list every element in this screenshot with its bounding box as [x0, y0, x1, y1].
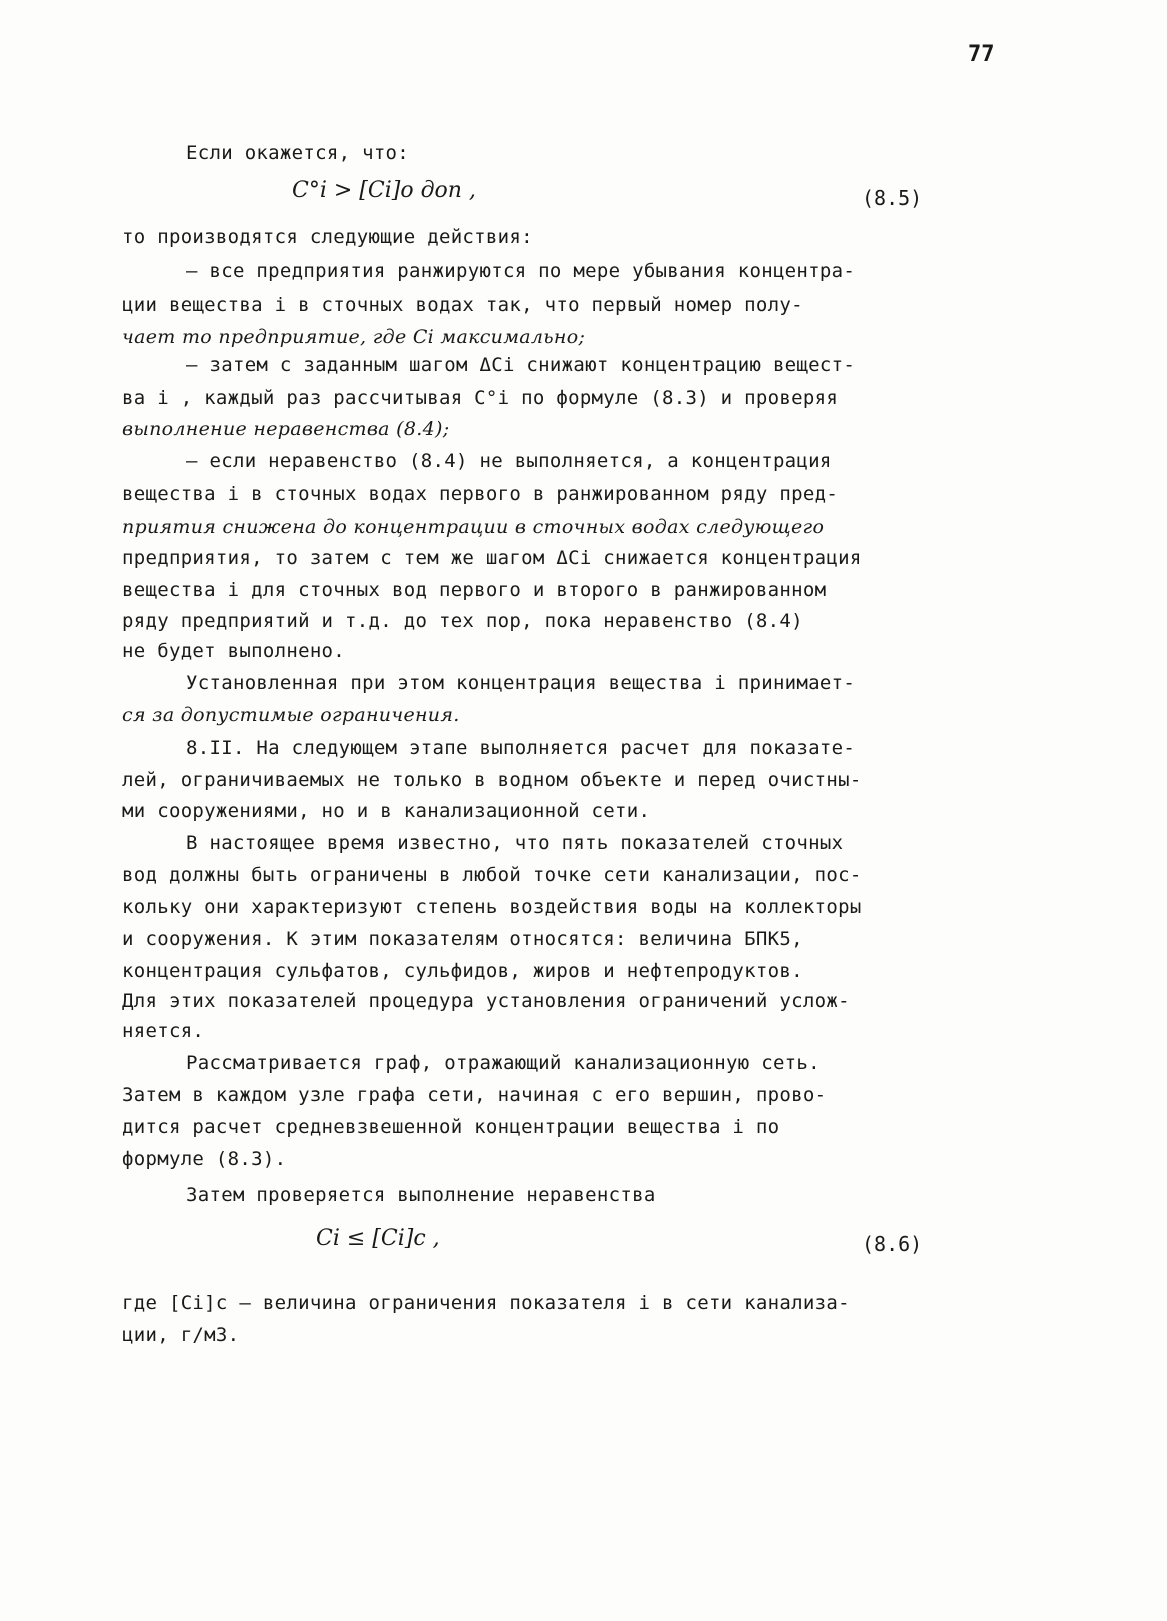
text-line: дится расчет средневзвешенной концентрации вещества i по: [122, 1116, 780, 1138]
page-number: 77: [968, 42, 995, 67]
text-line: ся за допустимые ограничения.: [122, 704, 460, 726]
text-line: кольку они характеризуют степень воздействия воды на коллекторы: [122, 896, 862, 918]
text-line: приятия снижена до концентрации в сточных водах следующего: [122, 516, 825, 538]
text-line: вещества i в сточных водах первого в ранжированном ряду пред-: [122, 483, 839, 505]
text-line: Установленная при этом концентрация вещества i принимает-: [186, 672, 856, 694]
text-line: Рассматривается граф, отражающий канализационную сеть.: [186, 1052, 820, 1074]
text-line: – затем с заданным шагом ΔCi снижают концентрацию вещест-: [186, 354, 856, 376]
text-line: 8.II. На следующем этапе выполняется расчет для показате-: [186, 737, 856, 759]
equation-number-8-6: (8.6): [862, 1232, 923, 1256]
text-line: предприятия, то затем с тем же шагом ΔCi снижается концентрация: [122, 547, 862, 569]
text-line: ции, г/м3.: [122, 1324, 240, 1346]
text-line: – если неравенство (8.4) не выполняется, а концентрация: [186, 450, 832, 472]
equation-number-8-5: (8.5): [862, 186, 923, 210]
text-line: В настоящее время известно, что пять показателей сточных: [186, 832, 844, 854]
text-line: чает то предприятие, где Ci максимально;: [122, 326, 586, 348]
text-line: не будет выполнено.: [122, 640, 346, 662]
formula-8-5: C°i > [Ci]о доп ,: [292, 178, 476, 203]
text-line: вещества i для сточных вод первого и второго в ранжированном: [122, 579, 827, 601]
text-line: Затем проверяется выполнение неравенства: [186, 1184, 656, 1206]
text-line: вод должны быть ограничены в любой точке сети канализации, пос-: [122, 864, 862, 886]
formula-8-6: Ci ≤ [Ci]c ,: [316, 1226, 440, 1251]
text-line: то производятся следующие действия:: [122, 226, 533, 248]
text-line: – все предприятия ранжируются по мере убывания концентра-: [186, 260, 856, 282]
text-line: концентрация сульфатов, сульфидов, жиров и нефтепродуктов.: [122, 960, 803, 982]
text-line: Для этих показателей процедура установления ограничений услож-: [122, 990, 850, 1012]
text-line: Если окажется, что:: [186, 142, 410, 164]
text-line: ва i , каждый раз рассчитывая C°i по формуле (8.3) и проверяя: [122, 387, 839, 409]
text-line: где [Ci]c – величина ограничения показателя i в сети канализа-: [122, 1292, 850, 1314]
text-line: ми сооружениями, но и в канализационной сети.: [122, 800, 651, 822]
text-line: ции вещества i в сточных водах так, что первый номер полу-: [122, 294, 803, 316]
text-line: няется.: [122, 1020, 205, 1042]
text-line: лей, ограничиваемых не только в водном объекте и перед очистны-: [122, 769, 862, 791]
text-line: ряду предприятий и т.д. до тех пор, пока неравенство (8.4): [122, 610, 803, 632]
text-line: Затем в каждом узле графа сети, начиная с его вершин, прово-: [122, 1084, 827, 1106]
text-line: формуле (8.3).: [122, 1148, 287, 1170]
text-line: и сооружения. К этим показателям относятся: величина БПК5,: [122, 928, 803, 950]
text-line: выполнение неравенства (8.4);: [122, 418, 450, 440]
